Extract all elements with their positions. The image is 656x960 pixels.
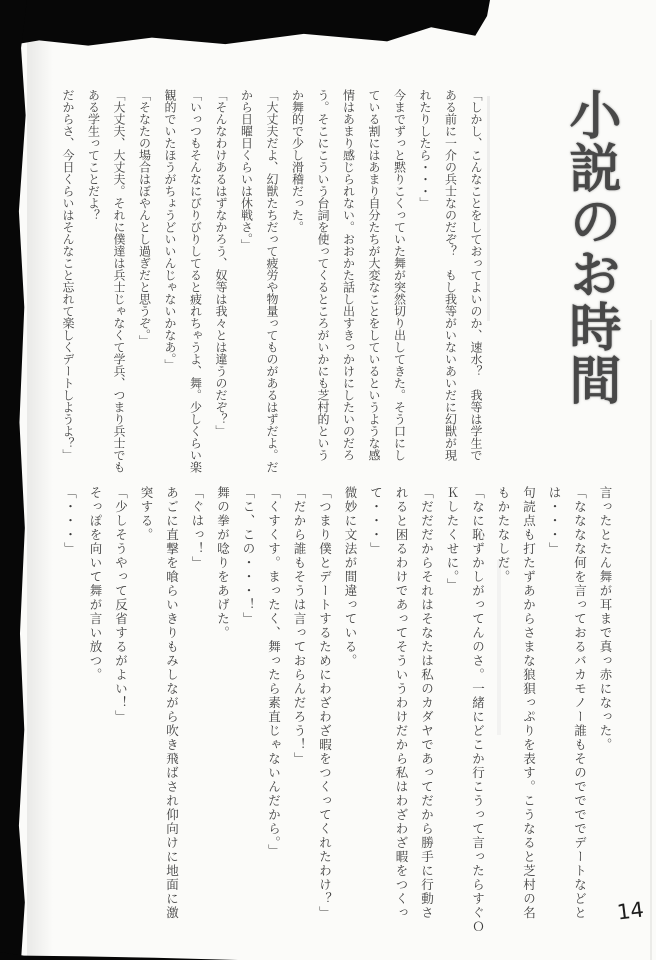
text-line: から日曜日くらいは休戦さ。」	[239, 89, 254, 251]
scan-artifact-left-edge	[0, 0, 27, 960]
text-line: 句読点も打たずあからさまな狼狽っぷりを表す。こうなると芝村の名	[521, 486, 537, 920]
text-line: 「くすくす。まったく、舞ったら素直じゃないんだから。」	[266, 486, 282, 858]
text-line: は・・・」	[547, 486, 562, 556]
text-line: 「なに恥ずかしがってんのさ。一緒にどこか行こうって言ったらすぐＯ	[470, 486, 486, 934]
text-line: 舞の拳が唸りをあげた。	[215, 486, 231, 640]
text-line: 「そなたの場合はぼやんとし過ぎだと思うぞ。」	[137, 89, 152, 347]
page-edge-shadow	[650, 320, 652, 960]
text-line: 「・・・」	[62, 486, 78, 556]
text-line: う。そこにこういう台詞を使ってくるところがいかにも芝村的という	[316, 89, 330, 461]
text-line: 「こ、この・・・！」	[241, 486, 256, 626]
page-title: 小説のお時間	[560, 88, 621, 406]
gutter-shadow	[27, 0, 53, 960]
text-line: 観的でいたほうがちょうどいいんじゃないかなあ。」	[163, 89, 177, 371]
text-line: 「少しそうやって反省するがよい！」	[113, 486, 129, 724]
text-line: 「大丈夫だよ、幻獣たちだって疲労や物量ってものがあるはずだよ。だ	[265, 89, 279, 473]
text-line: ある学生ってことだよ？	[86, 89, 101, 221]
text-block-top	[54, 89, 488, 473]
text-line: 「なななな何を言っておるバカモノー誰もそのででででデートなどと	[572, 486, 588, 920]
text-line: 「しかし、こんなことをしておってよいのか、速水？ 我等は学生で	[469, 89, 483, 461]
text-line: ている割にはあまり自分たちが大変なことをしているというような感	[367, 89, 381, 461]
text-line: ある前に一介の兵士なのだぞ？ もし我等がいないあいだに幻獣が現	[443, 89, 458, 461]
text-line: 微妙に文法が間違っている。	[343, 486, 358, 668]
text-line: そっぽを向いて舞が言い放つ。	[88, 486, 103, 682]
page-number: 14	[615, 897, 646, 925]
text-line: だからさ、今日くらいはそんなこと忘れて楽しくデートしようよ？」	[61, 89, 75, 461]
text-line: 「ぐはっ！」	[190, 486, 205, 570]
text-line: 突する。	[139, 486, 154, 542]
text-line: 言ったとたん舞が耳まで真っ赤になった。	[598, 486, 613, 752]
text-line: 「だだだからそれはそなたは私のカダヤであってだから勝手に行動さ	[419, 486, 435, 920]
text-line: 「つまり僕とデートするためにわざわざ暇をつくってくれたわけ？」	[317, 486, 333, 920]
text-line: 「いっつもそんなにびりびりしてると疲れちゃうよ、舞。少しくらい楽	[188, 89, 203, 473]
text-line: もかたなしだ。	[496, 486, 511, 584]
text-line: あごに直撃を喰らいきりもみしながら吹き飛ばされ仰向けに地面に激	[164, 486, 180, 920]
text-line: 今までずっと黙りこくっていた舞が突然切り出してきた。そう口にし	[392, 89, 407, 461]
text-line: れると困るわけであってそういうわけだから私はわざわざ暇をつくっ	[394, 486, 409, 920]
text-block-bottom	[56, 486, 618, 934]
text-line: 情はあまり感じられない。おおかた話し出すきっかけにしたいのだろ	[341, 89, 356, 461]
text-line: Ｋしたくせに。」	[445, 486, 460, 592]
text-line: 「大丈夫、大丈夫。それに僕達は兵士じゃなくて学兵、つまり兵士でも	[112, 89, 126, 473]
text-line: 「だから誰もそうは言っておらんだろう！」	[292, 486, 307, 766]
text-line: て・・・」	[368, 486, 384, 556]
scan-artifact-top-edge	[0, 0, 490, 47]
text-line: れたりしたら・・・」	[418, 89, 432, 209]
text-line: 「そんなわけあるはずなかろう、奴等は我々とは違うのだぞ？」	[214, 89, 228, 437]
text-line: か舞的で少し滑稽だった。	[290, 89, 305, 233]
